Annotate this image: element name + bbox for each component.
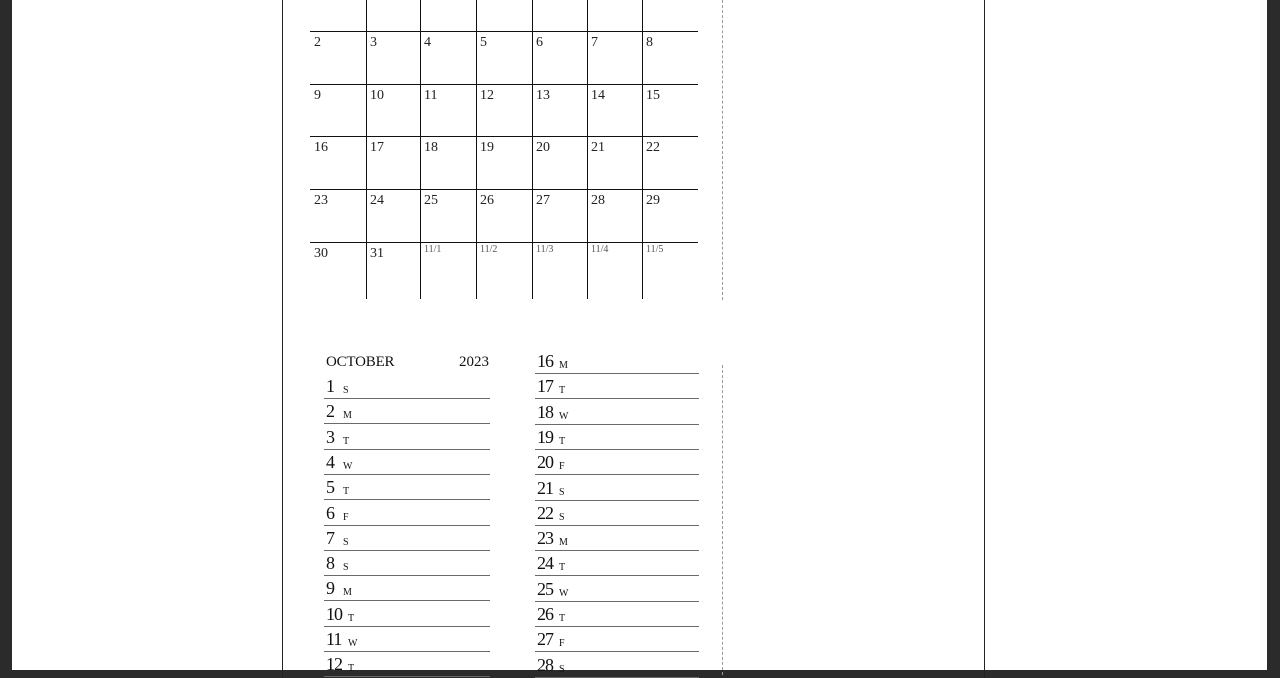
day-list-row	[324, 525, 490, 551]
weekday-letter: W	[343, 460, 353, 472]
grid-day-number: 13	[536, 88, 550, 103]
grid-day-number: 15	[646, 88, 660, 103]
weekday-letter: T	[559, 562, 566, 574]
day-number: 16	[537, 351, 553, 371]
grid-day-number: 8	[646, 35, 653, 50]
day-number: 20	[537, 452, 553, 473]
grid-day-number: 22	[646, 140, 660, 155]
grid-day-number: 24	[370, 193, 384, 208]
day-list-row	[324, 601, 490, 627]
grid-next-month-day: 11/4	[591, 244, 609, 255]
day-list-row	[535, 424, 699, 450]
grid-day-number: 23	[314, 193, 328, 208]
list-month-title: OCTOBER	[326, 354, 395, 370]
day-number: 17	[537, 376, 553, 397]
day-number: 5	[326, 477, 334, 498]
grid-day-number: 30	[314, 246, 328, 261]
day-list-row	[324, 474, 490, 500]
weekday-letter: T	[348, 663, 355, 675]
grid-next-month-day: 11/3	[536, 244, 554, 255]
weekday-letter: S	[343, 385, 349, 396]
day-number: 9	[326, 578, 334, 599]
day-list-row	[535, 550, 699, 576]
grid-day-number: 2	[314, 35, 321, 50]
grid-day-number: 31	[370, 246, 384, 261]
day-number: 8	[326, 553, 334, 574]
day-list-row	[324, 449, 490, 475]
grid-day-number: 20	[536, 140, 550, 155]
day-number: 10	[326, 603, 342, 624]
grid-column-line	[532, 0, 533, 299]
day-list-row	[324, 424, 490, 450]
day-number: 11	[326, 629, 342, 649]
day-list-row	[324, 500, 490, 526]
grid-row-line	[310, 136, 698, 137]
grid-day-number: 12	[480, 88, 494, 103]
day-list-row	[324, 398, 490, 424]
weekday-letter: T	[559, 385, 566, 397]
grid-row-line	[310, 84, 698, 85]
day-number: 18	[537, 401, 553, 422]
grid-day-number: 9	[314, 88, 321, 103]
day-number: 19	[537, 426, 553, 447]
weekday-letter: M	[559, 537, 568, 549]
weekday-letter: S	[343, 562, 349, 574]
day-number: 24	[537, 553, 553, 574]
day-number: 2	[326, 401, 334, 422]
weekday-letter: W	[559, 410, 569, 422]
day-number: 6	[326, 502, 334, 523]
day-list-row	[324, 550, 490, 576]
weekday-letter: M	[343, 587, 352, 599]
grid-day-number: 19	[480, 140, 494, 155]
day-list-row	[324, 651, 490, 677]
grid-day-number: 4	[424, 35, 431, 50]
weekday-letter: F	[559, 638, 565, 650]
grid-day-number: 14	[591, 88, 605, 103]
grid-day-number: 6	[536, 35, 543, 50]
weekday-letter: S	[343, 536, 349, 548]
cut-line-top	[722, 0, 723, 300]
day-number: 21	[537, 477, 553, 498]
day-list-row	[535, 348, 699, 374]
weekday-letter: T	[559, 435, 566, 447]
weekday-letter: M	[343, 410, 352, 422]
day-list-row	[535, 626, 699, 652]
day-list-row	[535, 525, 699, 551]
grid-column-line	[420, 0, 421, 299]
day-number: 12	[326, 654, 342, 675]
weekday-letter: S	[559, 486, 565, 498]
day-list-row	[535, 576, 699, 602]
grid-row-line	[310, 242, 698, 243]
weekday-letter: T	[343, 435, 350, 447]
document-page	[12, 0, 1267, 675]
day-list-row	[535, 500, 699, 526]
day-number: 1	[326, 376, 334, 396]
list-year: 2023	[459, 354, 489, 370]
weekday-letter: S	[559, 511, 565, 523]
day-list-row	[535, 601, 699, 627]
grid-day-number: 21	[591, 140, 605, 155]
weekday-letter: T	[343, 486, 350, 498]
weekday-letter: F	[343, 511, 349, 523]
weekday-letter: W	[559, 587, 569, 599]
day-number: 4	[326, 451, 334, 472]
grid-day-number: 18	[424, 140, 438, 155]
grid-row-line	[310, 189, 698, 190]
grid-day-number: 17	[370, 140, 384, 155]
grid-day-number: 25	[424, 193, 438, 208]
day-number: 3	[326, 426, 334, 447]
day-list-row	[535, 652, 699, 678]
grid-day-number: 29	[646, 193, 660, 208]
grid-next-month-day: 11/5	[646, 244, 664, 255]
grid-day-number: 10	[370, 88, 384, 103]
day-list-row	[324, 373, 490, 399]
weekday-letter: S	[559, 663, 565, 675]
grid-day-number: 26	[480, 193, 494, 208]
grid-day-number: 16	[314, 140, 328, 155]
grid-next-month-day: 11/2	[480, 244, 498, 255]
grid-column-line	[642, 0, 643, 299]
day-list-row	[324, 575, 490, 601]
grid-column-line	[366, 0, 367, 299]
grid-day-number: 3	[370, 35, 377, 50]
grid-column-line	[476, 0, 477, 299]
weekday-letter: T	[348, 612, 355, 624]
grid-day-number: 7	[591, 35, 598, 50]
day-list-row	[535, 399, 699, 425]
grid-column-line	[587, 0, 588, 299]
day-number: 27	[537, 629, 553, 650]
weekday-letter: W	[348, 638, 358, 649]
grid-day-number: 27	[536, 193, 550, 208]
day-list-row	[535, 373, 699, 399]
day-list-row	[535, 449, 699, 475]
grid-day-number: 5	[480, 35, 487, 50]
grid-day-number: 28	[591, 193, 605, 208]
weekday-letter: M	[559, 360, 568, 371]
weekday-letter: T	[559, 613, 566, 624]
day-number: 23	[537, 528, 553, 549]
grid-row-line	[310, 31, 698, 32]
grid-next-month-day: 11/1	[424, 244, 442, 255]
day-number: 25	[537, 578, 553, 599]
day-number: 28	[537, 654, 553, 675]
day-number: 7	[326, 527, 334, 548]
day-number: 22	[537, 502, 553, 523]
day-list-row	[324, 626, 490, 652]
day-list-row	[535, 475, 699, 501]
grid-day-number: 11	[424, 88, 438, 103]
weekday-letter: F	[559, 461, 565, 473]
day-number: 26	[537, 604, 553, 624]
cut-line-bottom	[722, 365, 723, 675]
